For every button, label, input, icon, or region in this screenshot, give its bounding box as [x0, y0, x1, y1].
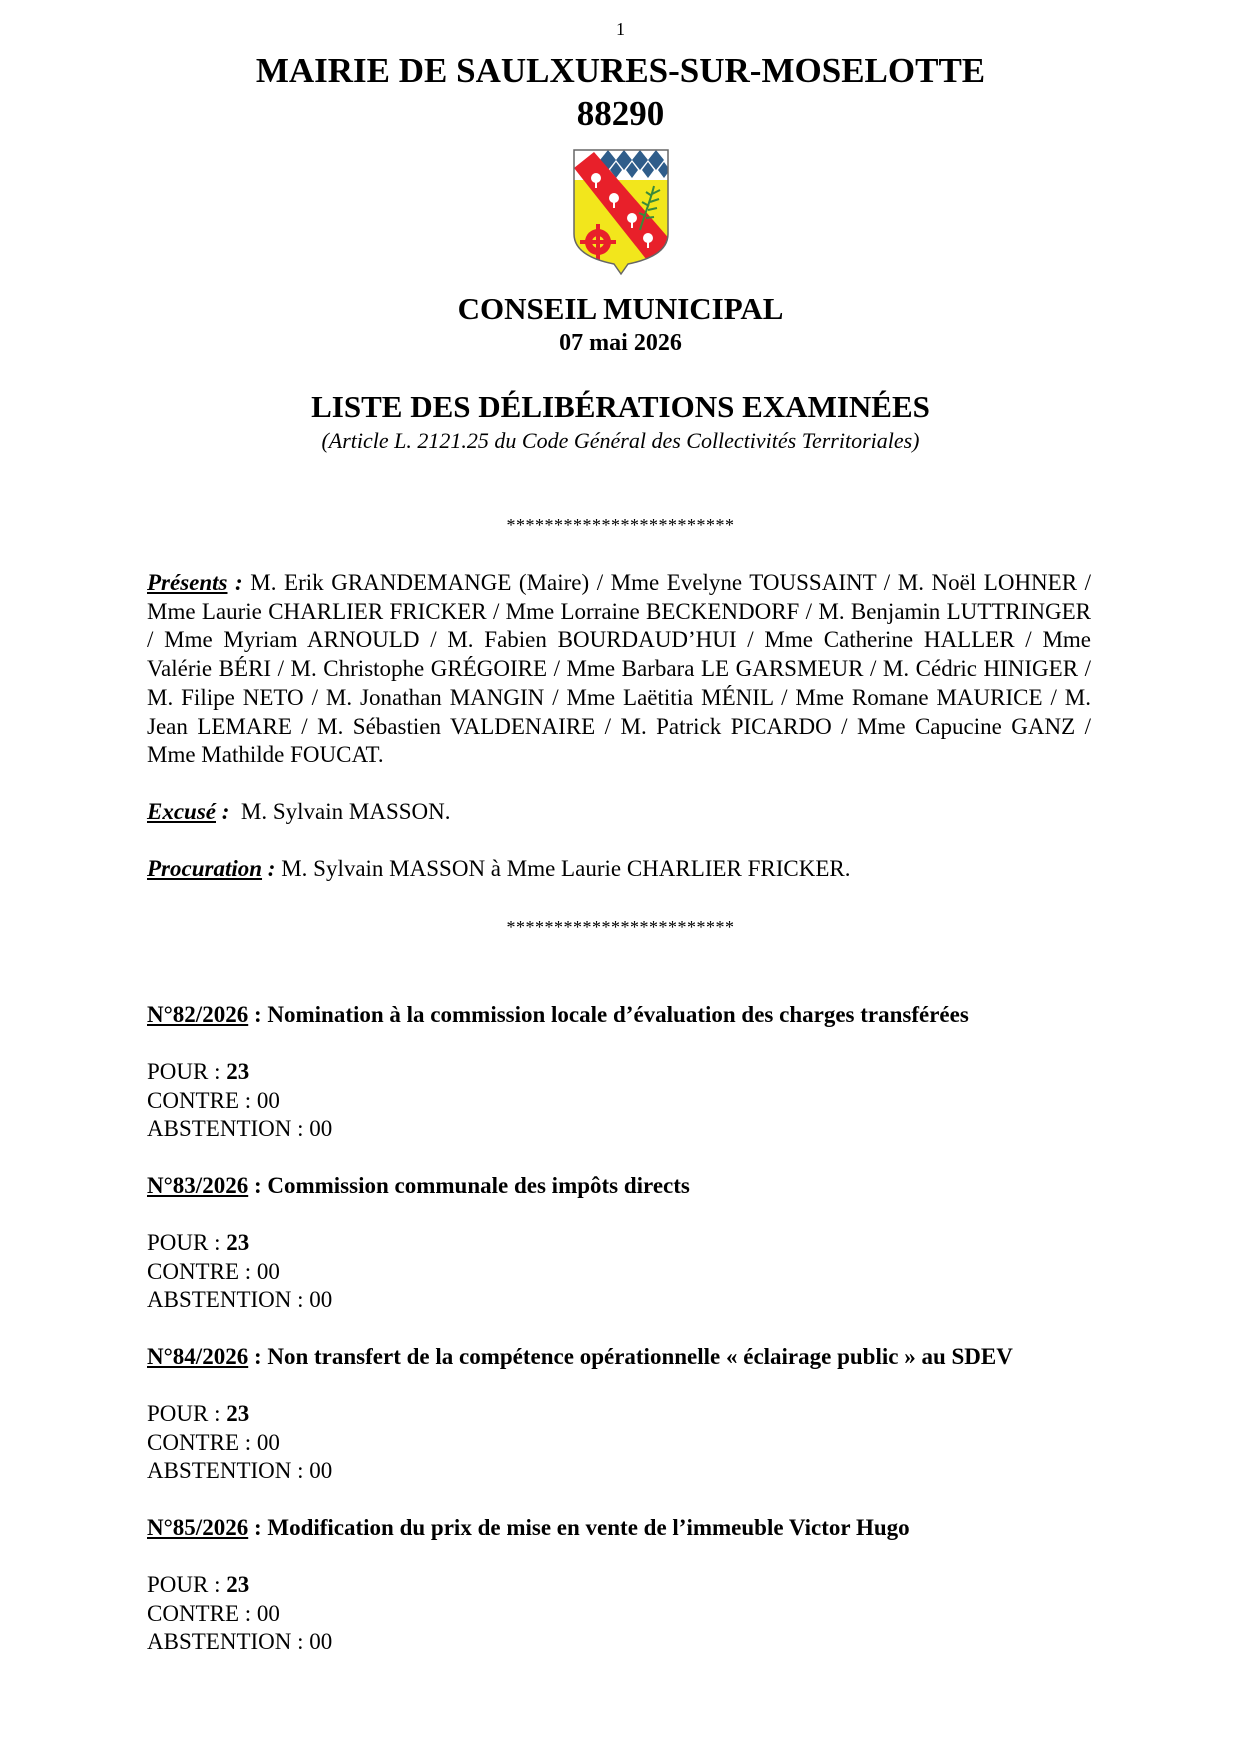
procuration-label: Procuration: [147, 856, 263, 881]
procuration-paragraph: [147, 855, 1091, 884]
vote-contre: CONTRE : 00: [147, 1087, 280, 1113]
postcode-title: 88290: [576, 94, 665, 133]
deliberation-heading: [147, 1514, 1137, 1542]
page-number: 1: [616, 19, 625, 39]
present-colon: :: [227, 570, 243, 595]
present-paragraph: [147, 569, 1091, 770]
vote-pour: POUR : 23: [147, 1230, 250, 1255]
deliberation-title: : Commission communale des impôts directs: [248, 1173, 690, 1198]
present-list: M. Erik GRANDEMANGE (Maire) / Mme Evelyne TOUSSAINT / M. Noël LOHNER / Mme Laurie CHARLIER FRICKER / Mme Lorraine BECKENDORF / M. Benjamin LUTTRINGER / Mme Myriam ARNOULD / M. Fabien BOURDAUD’HUI / Mme Catherine HALLER / Mme Valérie BÉRI / M. Christophe GRÉGOIRE / Mme Barbara LE GARSMEUR / M. Cédric HINIGER / M. Filipe NETO / M. Jonathan MANGIN / Mme Laëtitia MÉNIL / Mme Romane MAURICE / M. Jean LEMARE / M. Sébastien VALDENAIRE / M. Patrick PICARDO / Mme Capucine GANZ / Mme Mathilde FOUCAT.: [147, 570, 1091, 768]
vote-abstention: ABSTENTION : 00: [147, 1458, 333, 1484]
separator: ************************: [506, 917, 735, 937]
vote-pour: POUR : 23: [147, 1401, 250, 1426]
excuse-paragraph: [147, 798, 1091, 827]
vote-block: [147, 1400, 332, 1486]
present-label: Présents: [147, 570, 228, 595]
meeting-date: 07 mai 2026: [559, 330, 682, 356]
coat-of-arms-icon: [570, 146, 672, 278]
vote-pour: POUR : 23: [147, 1572, 250, 1597]
vote-abstention: ABSTENTION : 00: [147, 1287, 333, 1313]
deliberation-title: : Nomination à la commission locale d’évaluation des charges transférées: [248, 1002, 969, 1027]
deliberation-number: N°83/2026: [147, 1173, 249, 1198]
vote-block: [147, 1571, 332, 1657]
deliberation-number: N°82/2026: [147, 1002, 249, 1027]
deliberation-number: N°84/2026: [147, 1344, 249, 1369]
vote-abstention: ABSTENTION : 00: [147, 1629, 333, 1655]
vote-abstention: ABSTENTION : 00: [147, 1116, 333, 1142]
excuse-label: Excusé: [147, 799, 216, 824]
vote-pour: POUR : 23: [147, 1059, 250, 1084]
vote-block: [147, 1058, 332, 1144]
mairie-title: MAIRIE DE SAULXURES-SUR-MOSELOTTE: [255, 51, 986, 90]
vote-contre: CONTRE : 00: [147, 1258, 280, 1284]
meeting-body: CONSEIL MUNICIPAL: [457, 291, 784, 326]
separator: ************************: [506, 515, 735, 535]
deliberation-title: : Modification du prix de mise en vente de l’immeuble Victor Hugo: [248, 1515, 910, 1540]
article-reference: (Article L. 2121.25 du Code Général des Collectivités Territoriales): [321, 428, 920, 453]
excuse-text: M. Sylvain MASSON.: [229, 799, 451, 824]
vote-block: [147, 1229, 332, 1315]
list-title: LISTE DES DÉLIBÉRATIONS EXAMINÉES: [311, 389, 930, 424]
deliberation-number: N°85/2026: [147, 1515, 249, 1540]
deliberation-heading: [147, 1172, 1137, 1200]
procuration-colon: :: [262, 856, 276, 881]
vote-contre: CONTRE : 00: [147, 1600, 280, 1626]
deliberation-heading: [147, 1001, 1137, 1029]
procuration-text: M. Sylvain MASSON à Mme Laurie CHARLIER FRICKER.: [275, 856, 851, 881]
deliberation-heading: [147, 1343, 1137, 1371]
excuse-colon: :: [216, 799, 230, 824]
deliberation-title: : Non transfert de la compétence opérationnelle « éclairage public » au SDEV: [248, 1344, 1013, 1369]
vote-contre: CONTRE : 00: [147, 1429, 280, 1455]
